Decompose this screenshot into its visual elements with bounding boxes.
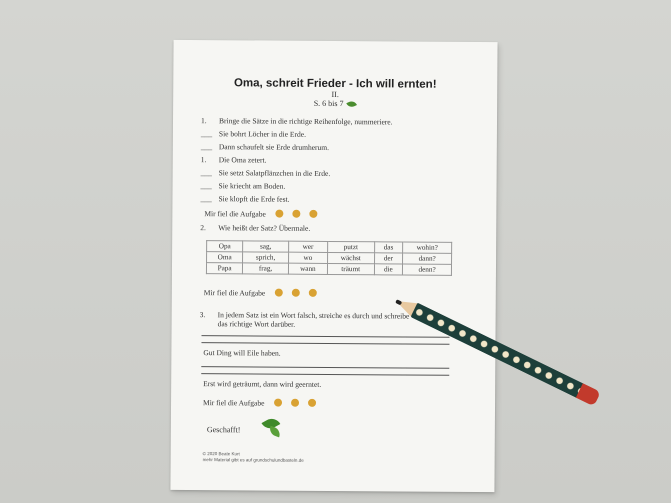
smiley-icon: [292, 289, 300, 297]
feedback-label: Mir fiel die Aufgabe: [203, 288, 266, 298]
smiley-icon: [309, 289, 317, 297]
table-cell: wann: [288, 263, 327, 274]
feedback-label: Mir fiel die Aufgabe: [204, 209, 266, 219]
writing-line: [201, 342, 449, 345]
item-lead: ___: [200, 142, 213, 152]
task1-instruction-text: Bringe die Sätze in die richtige Reihenfolge, nummeriere.: [218, 116, 393, 127]
table-cell: dann?: [403, 253, 452, 264]
smiley-icon: [291, 399, 299, 407]
table-cell: sprich,: [243, 252, 289, 263]
task3-sentence-1: Gut Ding will Eile haben.: [203, 348, 281, 358]
list-item: [201, 129, 306, 139]
item-lead: ___: [200, 129, 213, 139]
list-item: [201, 168, 331, 178]
list-item: [201, 142, 329, 152]
list-item: [201, 181, 286, 191]
table-cell: die: [374, 264, 403, 275]
item-lead: ___: [200, 168, 212, 178]
writing-line: [202, 335, 450, 338]
item-lead: 1.: [200, 155, 207, 165]
table-cell: wohin?: [403, 242, 452, 253]
item-text: Dann schaufelt sie Erde drumherum.: [218, 142, 330, 152]
task3-sentence-2: Erst wird geträumt, dann wird geerntet.: [203, 379, 322, 389]
website-text: mehr Material gibt es auf grundschulundbasteln.de: [202, 457, 304, 463]
table-cell: träumt: [327, 263, 374, 274]
task2-instruction: [200, 223, 310, 233]
table-cell: wächst: [327, 252, 374, 263]
smiley-icon: [275, 289, 283, 297]
table-cell: das: [374, 242, 403, 253]
task3-instruction-line1: In jedem Satz ist ein Wort falsch, streiche es durch und schreibe: [217, 310, 410, 321]
table-row: [206, 263, 451, 276]
item-lead: ___: [200, 181, 212, 191]
smiley-icon: [276, 210, 284, 218]
table-cell: frag,: [243, 263, 289, 274]
task2-number: 2.: [200, 223, 206, 233]
item-text: Sie klopft die Erde fest.: [218, 194, 290, 204]
table-cell: Oma: [207, 252, 243, 263]
table-cell: Opa: [207, 241, 243, 252]
copyright-text: © 2020 Beate Kurt: [202, 451, 240, 457]
task2-instruction-text: Wie heißt der Satz? Übermale.: [218, 223, 311, 233]
task1-number: 1.: [200, 116, 207, 126]
smiley-icon: [293, 210, 301, 218]
table-cell: wer: [288, 241, 327, 252]
page-range: [173, 98, 497, 109]
list-item: [201, 155, 267, 164]
page-range-text: S. 6 bis 7: [313, 98, 344, 109]
task1-instruction: [201, 116, 393, 126]
table-cell: putzt: [328, 241, 375, 252]
smiley-group: [274, 399, 325, 408]
table-cell: der: [374, 253, 403, 264]
item-text: Die Oma zetert.: [218, 155, 267, 165]
table-cell: Papa: [206, 263, 242, 274]
smiley-icon: [308, 399, 316, 407]
item-lead: ___: [200, 194, 212, 204]
smiley-group: [276, 210, 327, 219]
task3-number: 3.: [199, 310, 206, 320]
part-label: II.: [331, 89, 339, 100]
worksheet-title: Oma, schreit Frieder - Ich will ernten!: [233, 77, 437, 91]
footer: [203, 451, 304, 464]
task1-feedback: [204, 209, 326, 219]
smiley-group: [275, 289, 326, 298]
table-cell: wo: [288, 252, 327, 263]
list-item: [200, 194, 289, 204]
task3-instruction-cont: das richtige Wort darüber.: [217, 319, 296, 329]
writing-line: [201, 366, 449, 369]
smiley-icon: [310, 210, 318, 218]
task2-feedback: [204, 288, 326, 298]
worksheet-paper: [170, 40, 497, 492]
smiley-icon: [274, 399, 282, 407]
table-cell: sag,: [243, 241, 289, 252]
table-cell: denn?: [403, 264, 452, 275]
leaf-icon: [347, 100, 358, 109]
item-text: Sie kriecht am Boden.: [218, 181, 286, 191]
leaf-icon: [268, 426, 282, 438]
task3-feedback: [203, 398, 325, 408]
item-text: Sie bohrt Löcher in die Erde.: [218, 129, 307, 139]
word-table: [206, 240, 452, 276]
item-text: Sie setzt Salatpflänzchen in die Erde.: [218, 168, 331, 178]
feedback-label: Mir fiel die Aufgabe: [203, 398, 265, 408]
done-label: Geschafft!: [206, 425, 241, 435]
writing-line: [201, 373, 449, 376]
